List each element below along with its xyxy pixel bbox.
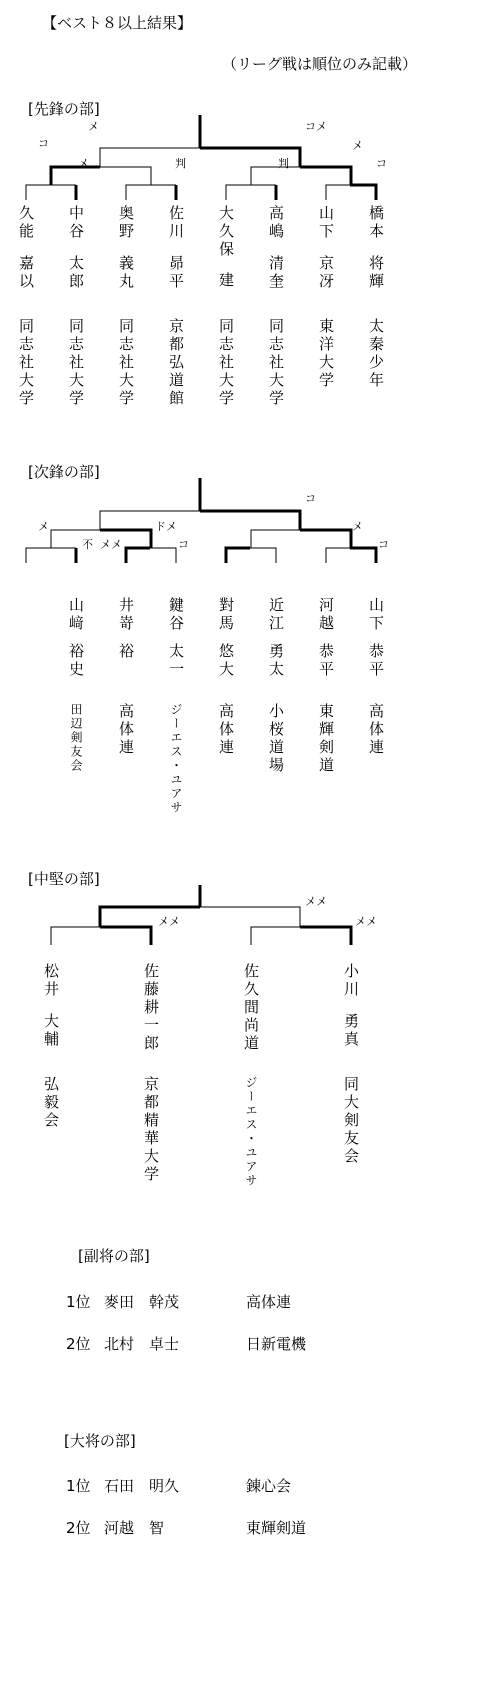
jiho-player-3-given: 裕	[117, 643, 135, 661]
senpo-mark-5: コメ	[305, 120, 327, 133]
senpo-player-5-team: 同志社大学	[217, 318, 235, 408]
jiho-title: [次鋒の部]	[28, 463, 100, 481]
senpo-player-1-family: 久能	[17, 205, 35, 241]
chuken-player-3-team: ジーエス・ユアサ	[244, 1076, 258, 1188]
chuken-player-4-team: 同大剣友会	[342, 1076, 360, 1166]
senpo-player-2-team: 同志社大学	[67, 318, 85, 408]
jiho-mark-1: メ	[38, 520, 49, 533]
senpo-player-1-team: 同志社大学	[17, 318, 35, 408]
jiho-player-8-family: 山下	[367, 597, 385, 633]
senpo-player-3-family: 奥野	[117, 205, 135, 241]
chuken-player-1-given: 大輔	[42, 1013, 60, 1049]
senpo-player-5-given: 建	[217, 272, 235, 290]
chuken-mark-1: メメ	[158, 915, 180, 928]
senpo-player-4-team: 京都弘道館	[167, 318, 185, 408]
senpo-player-8-family: 橋本	[367, 205, 385, 241]
chuken-player-4-family: 小川	[342, 963, 360, 999]
jiho-mark-5: コ	[178, 538, 189, 551]
team: 日新電機	[246, 1335, 307, 1353]
team: 高体連	[246, 1293, 292, 1311]
chuken-mark-3: メメ	[355, 915, 377, 928]
senpo-mark-1: メ	[88, 120, 99, 133]
senpo-player-8-given: 将輝	[367, 255, 385, 291]
team: 錬心会	[246, 1477, 292, 1495]
senpo-mark-4: 判	[175, 157, 186, 170]
chuken-player-4-given: 勇真	[342, 1013, 360, 1049]
jiho-mark-8: コ	[378, 538, 389, 551]
chuken-player-2-family: 佐藤耕一郎	[142, 963, 160, 1053]
jiho-player-2-family: 山﨑	[67, 597, 85, 633]
jiho-mark-6: コ	[305, 492, 316, 505]
team: 東輝剣道	[246, 1519, 307, 1537]
jiho-player-6-team: 小桜道場	[267, 703, 285, 775]
jiho-player-4-given: 太一	[167, 643, 185, 679]
rank: 1位	[66, 1293, 91, 1311]
senpo-player-6-given: 清奎	[267, 255, 285, 291]
jiho-player-3-family: 井嵜	[117, 597, 135, 633]
jiho-player-2-team: 田辺剣友会	[69, 703, 83, 773]
fukusho-title: [副将の部]	[78, 1247, 150, 1265]
taisho-row-2	[66, 1517, 306, 1538]
senpo-player-4-given: 昴平	[167, 255, 185, 291]
jiho-bracket	[0, 478, 500, 578]
senpo-mark-8: コ	[376, 157, 387, 170]
jiho-player-2-given: 裕史	[67, 643, 85, 679]
senpo-mark-7: メ	[352, 139, 363, 152]
jiho-player-8-team: 高体連	[367, 703, 385, 757]
rank: 2位	[66, 1335, 91, 1353]
senpo-player-5-family: 大久保	[217, 205, 235, 259]
player-name: 河越 智	[104, 1519, 165, 1537]
senpo-player-3-team: 同志社大学	[117, 318, 135, 408]
jiho-player-5-given: 悠大	[217, 643, 235, 679]
senpo-player-2-family: 中谷	[67, 205, 85, 241]
fukusho-row-1	[66, 1291, 291, 1312]
player-name: 石田 明久	[104, 1477, 180, 1495]
jiho-player-4-family: 鍵谷	[167, 597, 185, 633]
jiho-mark-3: メメ	[100, 538, 122, 551]
taisho-row-1	[66, 1475, 291, 1496]
jiho-mark-2: 不	[82, 538, 93, 551]
jiho-mark-7: メ	[352, 520, 363, 533]
chuken-player-3-family: 佐久間尚道	[242, 963, 260, 1053]
chuken-player-1-team: 弘毅会	[42, 1076, 60, 1130]
jiho-player-7-given: 恭平	[317, 643, 335, 679]
rank: 2位	[66, 1519, 91, 1537]
senpo-mark-2: コ	[38, 137, 49, 150]
chuken-bracket	[0, 885, 500, 965]
senpo-bracket	[0, 115, 500, 215]
jiho-mark-4: ドメ	[155, 520, 177, 533]
chuken-player-1-family: 松井	[42, 963, 60, 999]
jiho-player-7-family: 河越	[317, 597, 335, 633]
taisho-title: [大将の部]	[64, 1432, 136, 1450]
jiho-player-4-team: ジーエス・ユアサ	[169, 703, 183, 815]
senpo-player-2-given: 太郎	[67, 255, 85, 291]
senpo-mark-6: 判	[278, 157, 289, 170]
senpo-player-8-team: 太秦少年	[367, 318, 385, 390]
senpo-player-7-given: 京冴	[317, 255, 335, 291]
jiho-player-6-family: 近江	[267, 597, 285, 633]
jiho-player-7-team: 東輝剣道	[317, 703, 335, 775]
senpo-player-3-given: 義丸	[117, 255, 135, 291]
chuken-player-2-team: 京都精華大学	[142, 1076, 160, 1184]
league-note: （リーグ戦は順位のみ記載）	[222, 55, 418, 73]
chuken-mark-2: メメ	[305, 895, 327, 908]
jiho-player-5-team: 高体連	[217, 703, 235, 757]
senpo-player-7-team: 東洋大学	[317, 318, 335, 390]
senpo-player-4-family: 佐川	[167, 205, 185, 241]
jiho-player-5-family: 對馬	[217, 597, 235, 633]
senpo-player-7-family: 山下	[317, 205, 335, 241]
senpo-player-6-family: 高嶋	[267, 205, 285, 241]
senpo-player-1-given: 嘉以	[17, 255, 35, 291]
jiho-player-6-given: 勇太	[267, 643, 285, 679]
player-name: 麥田 幹茂	[104, 1293, 180, 1311]
jiho-player-8-given: 恭平	[367, 643, 385, 679]
page-title: 【ベスト８以上結果】	[42, 14, 193, 32]
chuken-title: [中堅の部]	[28, 870, 100, 888]
senpo-player-6-team: 同志社大学	[267, 318, 285, 408]
senpo-mark-3: メ	[78, 157, 89, 170]
player-name: 北村 卓士	[104, 1335, 180, 1353]
rank: 1位	[66, 1477, 91, 1495]
jiho-player-3-team: 高体連	[117, 703, 135, 757]
senpo-title: [先鋒の部]	[28, 100, 100, 118]
fukusho-row-2	[66, 1333, 306, 1354]
